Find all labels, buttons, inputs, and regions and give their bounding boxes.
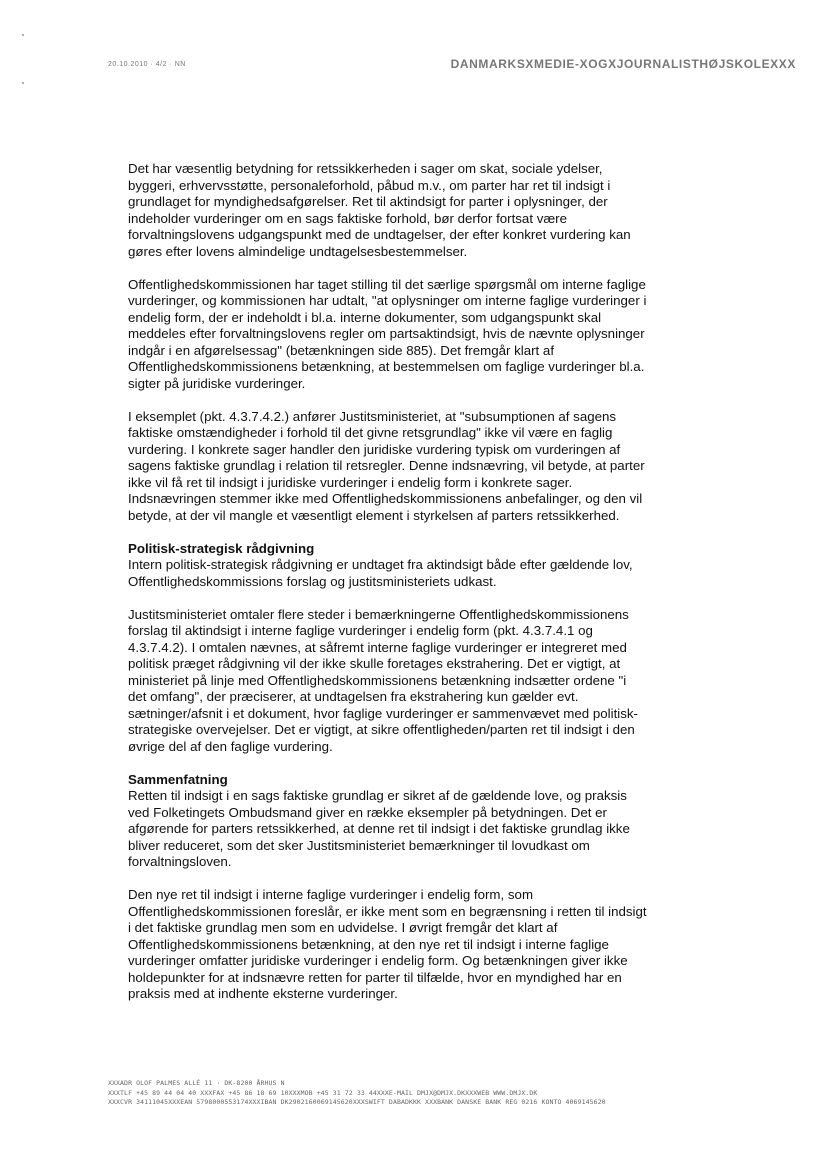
document-reference: 20.10.2010 · 4/2 · NN: [108, 61, 186, 68]
scan-speck: [22, 82, 24, 84]
paragraph: Retten til indsigt i en sags faktiske grundlag er sikret af de gældende love, og praksis ved Folketingets Ombudsmand giver en række eksempler på betydningen. Det er afgørende for parters retssikkerhed, at denne ret til indsigt i det faktiske grundlag ikke bliver reduceret, som det sker Justitsministeriet bemærkninger til lovudkast om forvaltningsloven.: [128, 788, 630, 869]
paragraph: Justitsministeriet omtaler flere steder i bemærkningerne Offentlighedskommissionens forslag til aktindsigt i interne faglige vurderinger i endelig form (pkt. 4.3.7.4.1 og 4.3.7.4.2). I omtalen nævnes, at såfremt interne faglige vurderinger er integreret med politisk præget rådgivning vil der ikke skulle foretages ekstrahering. Det er vigtigt, at ministeriet på linje med Offentlighedskommissionens betænkning indsætter ordene "i det omfang", der præciserer, at undtagelsen fra ekstrahering kun gælder evt. sætninger/afsnit i et dokument, hvor faglige vurderinger er sammenvævet med politisk-strategiske overvejelser. Det er vigtigt, at sikre offentligheden/parten ret til indsigt i den øvrige del af den faglige vurdering.: [128, 606, 638, 754]
letterhead-footer: [108, 1079, 708, 1108]
document-body: [128, 161, 648, 1019]
section-heading: Politisk-strategisk rådgivning: [128, 540, 315, 556]
paragraph: Intern politisk-strategisk rådgivning er undtaget fra aktindsigt både efter gældende lov, Offentlighedskommissions forslag og justitsministeriets udkast.: [128, 557, 633, 589]
organization-name: DANMARKSXMEDIE-XOGXJOURNALISTHØJSKOLEXXX: [450, 57, 796, 71]
footer-address: XXXADR OLOF PALMES ALLÉ 11 · DK-8200 ÅRHUS N: [108, 1079, 285, 1087]
paragraph: Den nye ret til indsigt i interne faglige vurderinger i endelig form, som Offentlighedskommissionen foreslår, er ikke ment som en begrænsning i retten til indsigt i det faktiske grundlag men som en udvidelse. I øvrigt fremgår det klart af Offentlighedskommissionens betænkning, at den nye ret til indsigt i interne faglige vurderinger omfatter juridiske vurderinger i endelig form. Og betænkningen giver ikke holdepunkter for at indsnævre retten for parter til tilfælde, hvor en myndighed har en praksis med at indhente eksterne vurderinger.: [128, 887, 647, 1001]
paragraph: I eksemplet (pkt. 4.3.7.4.2.) anfører Justitsministeriet, at "subsumptionen af sagens faktiske omstændigheder i forhold til det givne retsgrundlag" ikke vil være en faglig vurdering. I konkrete sager handler den juridiske vurdering typisk om vurderingen af sagens faktiske grundlag i relation til retsregler. Denne indsnævring, vil betyde, at parter ikke vil få ret til indsigt i juridiske vurderinger i endelig form i konkrete sager. Indsnævringen stemmer ikke med Offentlighedskommissionens anbefalinger, og den vil betyde, at der vil mangle et væsentligt element i styrkelsen af parters retssikkerhed.: [128, 408, 645, 523]
footer-bank-details: XXXCVR 34111045XXXEAN 5798000553174XXXIBAN DK2902160069145620XXXSWIFT DABADKKK XXXBANK DANSKE BANK REG 0216 KONTO 4069145620: [108, 1098, 606, 1106]
scan-speck: [22, 34, 24, 36]
paragraph: Det har væsentlig betydning for retssikkerheden i sager om skat, sociale ydelser, byggeri, erhvervsstøtte, personaleforhold, påbud m.v., om parter har ret til indsigt i grundlaget for myndighedsafgørelser. Ret til aktindsigt for parter i oplysninger, der indeholder vurderinger om en sags faktiske forhold, bør derfor fortsat være forvaltningslovens udgangspunkt med de undtagelser, der efter konkret vurdering kan gøres efter lovens almindelige undtagelsesbestemmelser.: [128, 161, 631, 259]
paragraph: Offentlighedskommissionen har taget stilling til det særlige spørgsmål om interne faglige vurderinger, og kommissionen har udtalt, "at oplysninger om interne faglige vurderinger i endelig form, der er indeholdt i bl.a. interne dokumenter, som udgangspunkt skal meddeles efter forvaltningslovens regler om partsaktindsigt, hvis de nævnte oplysninger indgår i en afgørelsessag" (betænkningen side 885). Det fremgår klart af Offentlighedskommissionens betænkning, at bestemmelsen om faglige vurderinger bl.a. sigter på juridiske vurderinger.: [128, 276, 647, 391]
section-heading: Sammenfatning: [128, 771, 228, 787]
footer-contact: XXXTLF +45 89 44 04 40 XXXFAX +45 86 18 69 10XXXMOB +45 31 72 33 44XXXE-MAIL DMJX@DMJX.DKXXXWEB WWW.DMJX.DK: [108, 1088, 538, 1097]
